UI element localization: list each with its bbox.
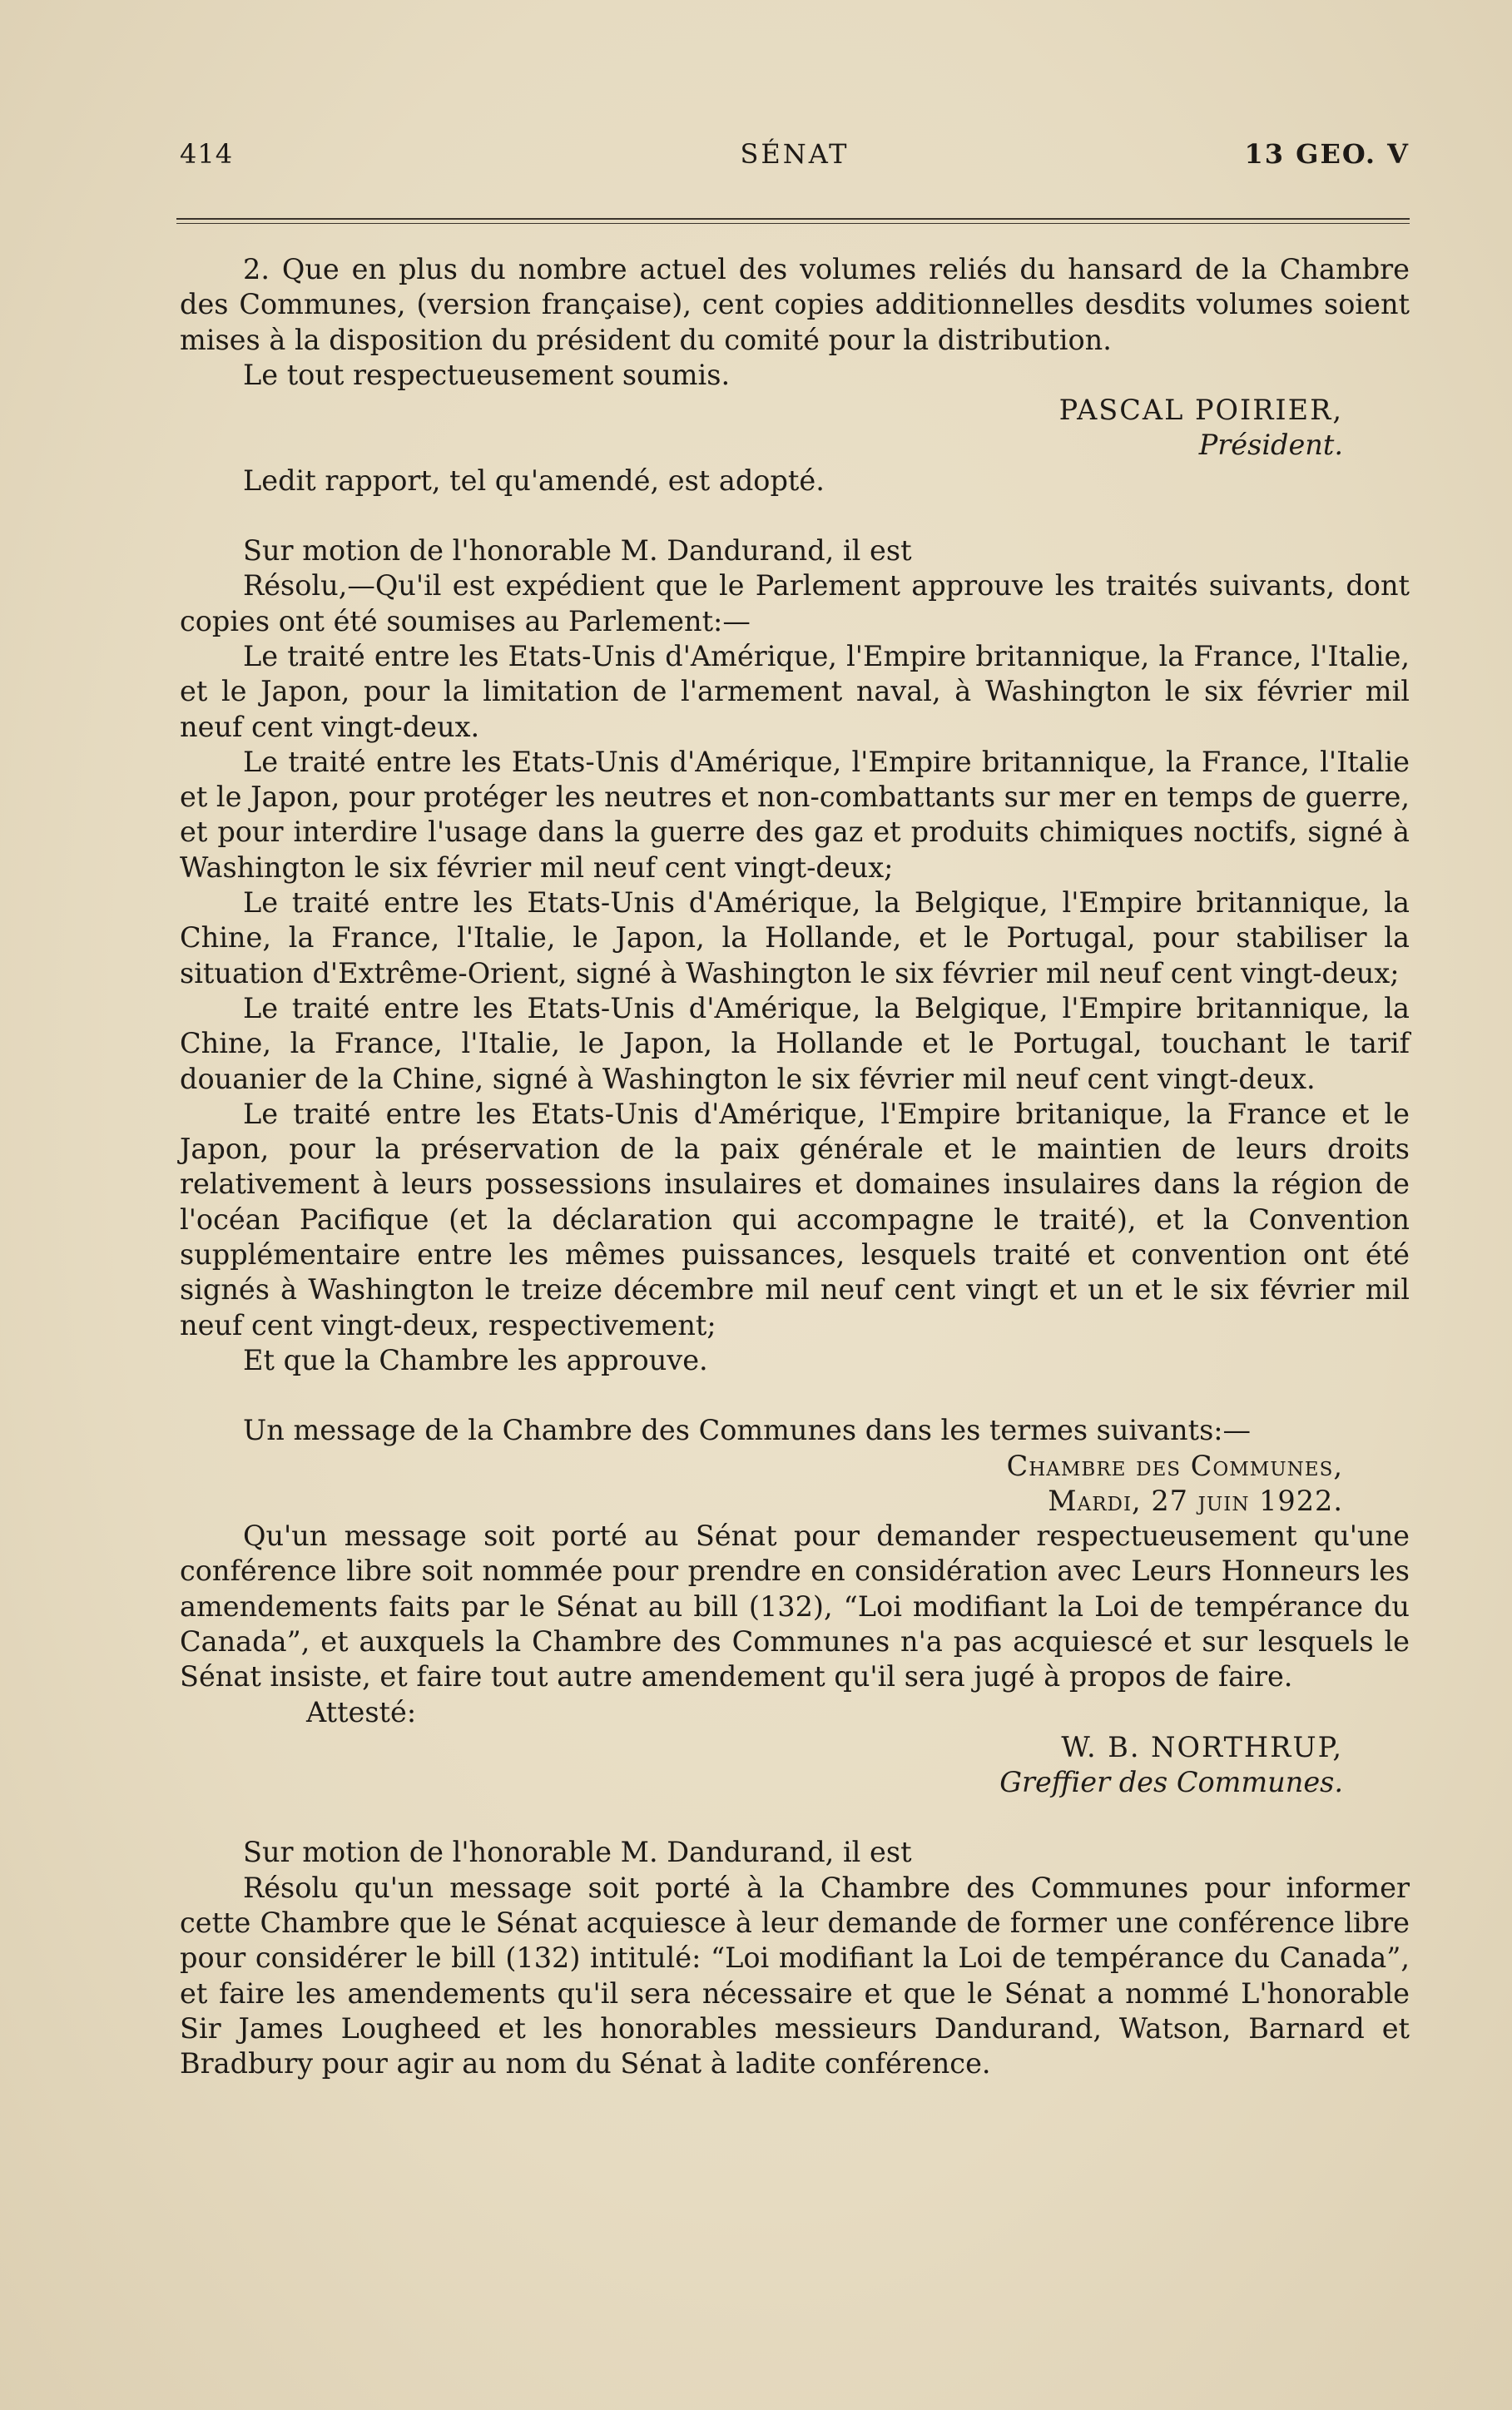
page-number: 414 [180,138,234,170]
paragraph-copies: 2. Que en plus du nombre actuel des volumes reliés du hansard de la Chambre des Communes, (version française), cent copies additionnelles desdits volumes soient mises à la disposition du président du comité pour la distribution. [180,253,1410,356]
message-date: Mardi, 27 juin 1922. [1048,1484,1343,1517]
paragraph-motion: Sur motion de l'honorable M. Dandurand, il est [243,534,912,568]
paragraph-treaty: Le traité entre les Etats-Unis d'Amérique, l'Empire britannique, la France, l'Italie, et le Japon, pour la limitation de l'armement naval, à Washington le six février mil neuf cent vingt-deux. [180,639,1410,743]
header-reign: 13 GEO. V [1244,138,1410,170]
message-origin: Chambre des Communes, [1006,1449,1343,1482]
paragraph-resolution-final: Résolu qu'un message soit porté à la Chambre des Communes pour informer cette Chambre que le Sénat acquiesce à leur demande de former une conférence libre pour considérer le bill (132) intitulé: “Loi modifiant la Loi de tempérance du Canada”, et faire les amendements qu'il sera nécessaire et que le Sénat a nommé L'honorable Sir James Lougheed et les honorables messieurs Dandurand, Watson, Barnard et Bradbury pour agir au nom du Sénat à ladite conférence. [180,1871,1410,2080]
clerk-role: Greffier des Communes. [999,1766,1343,1799]
signature-name: PASCAL POIRIER, [1058,394,1343,427]
paragraph-message: Un message de la Chambre des Communes dans les termes suivants:— [243,1414,1252,1447]
paragraph-adopted: Ledit rapport, tel qu'amendé, est adopté. [243,464,825,497]
signature-role: Président. [1198,429,1343,462]
body-text [180,252,1410,2082]
attested-label: Attesté: [306,1695,417,1728]
paragraph-motion: Sur motion de l'honorable M. Dandurand, il est [243,1836,912,1869]
paragraph-approve: Et que la Chambre les approuve. [243,1343,708,1376]
paragraph-submitted: Le tout respectueusement soumis. [243,358,731,391]
header-title: SÉNAT [740,138,850,170]
paragraph-treaty: Le traité entre les Etats-Unis d'Amérique, l'Empire britanique, la France et le Japon, pour la préservation de la paix générale et le maintien de leurs droits relativement à leurs possessions insulaires et domaines insulaires dans la région de l'océan Pacifique (et la déclaration qui accompagne le traité), et la Convention supplémentaire entre les mêmes puissances, lesquels traité et convention ont été signés à Washington le treize décembre mil neuf cent vingt et un et le six février mil neuf cent vingt-deux, respectivement; [180,1097,1410,1341]
paragraph-treaty: Le traité entre les Etats-Unis d'Amérique, l'Empire britannique, la France, l'Italie et le Japon, pour protéger les neutres et non-combattants sur mer en temps de guerre, et pour interdire l'usage dans la guerre des gaz et produits chimiques noctifs, signé à Washington le six février mil neuf cent vingt-deux; [180,745,1410,884]
paragraph-message-body: Qu'un message soit porté au Sénat pour demander respectueusement qu'une conférence libre soit nommée pour prendre en considération avec Leurs Honneurs les amendements faits par le Sénat au bill (132), “Loi modifiant la Loi de tempérance du Canada”, et auxquels la Chambre des Communes n'a pas acquiescé et sur lesquels le Sénat insiste, et faire tout autre amendement qu'il sera jugé à propos de faire. [180,1520,1410,1693]
clerk-name: W. B. NORTHRUP, [1061,1730,1343,1763]
paragraph-resolution: Résolu,—Qu'il est expédient que le Parlement approuve les traités suivants, dont copies ont été soumises au Parlement:— [180,569,1410,637]
page-header [180,138,1410,180]
paragraph-treaty: Le traité entre les Etats-Unis d'Amérique, la Belgique, l'Empire britannique, la Chine, la France, l'Italie, le Japon, la Hollande, et le Portugal, pour stabiliser la situation d'Extrême-Orient, signé à Washington le six février mil neuf cent vingt-deux; [180,886,1410,989]
paragraph-treaty: Le traité entre les Etats-Unis d'Amérique, la Belgique, l'Empire britannique, la Chine, la France, l'Italie, le Japon, la Hollande et le Portugal, touchant le tarif douanier de la Chine, signé à Washington le six février mil neuf cent vingt-deux. [180,991,1410,1095]
header-rule [176,218,1410,224]
